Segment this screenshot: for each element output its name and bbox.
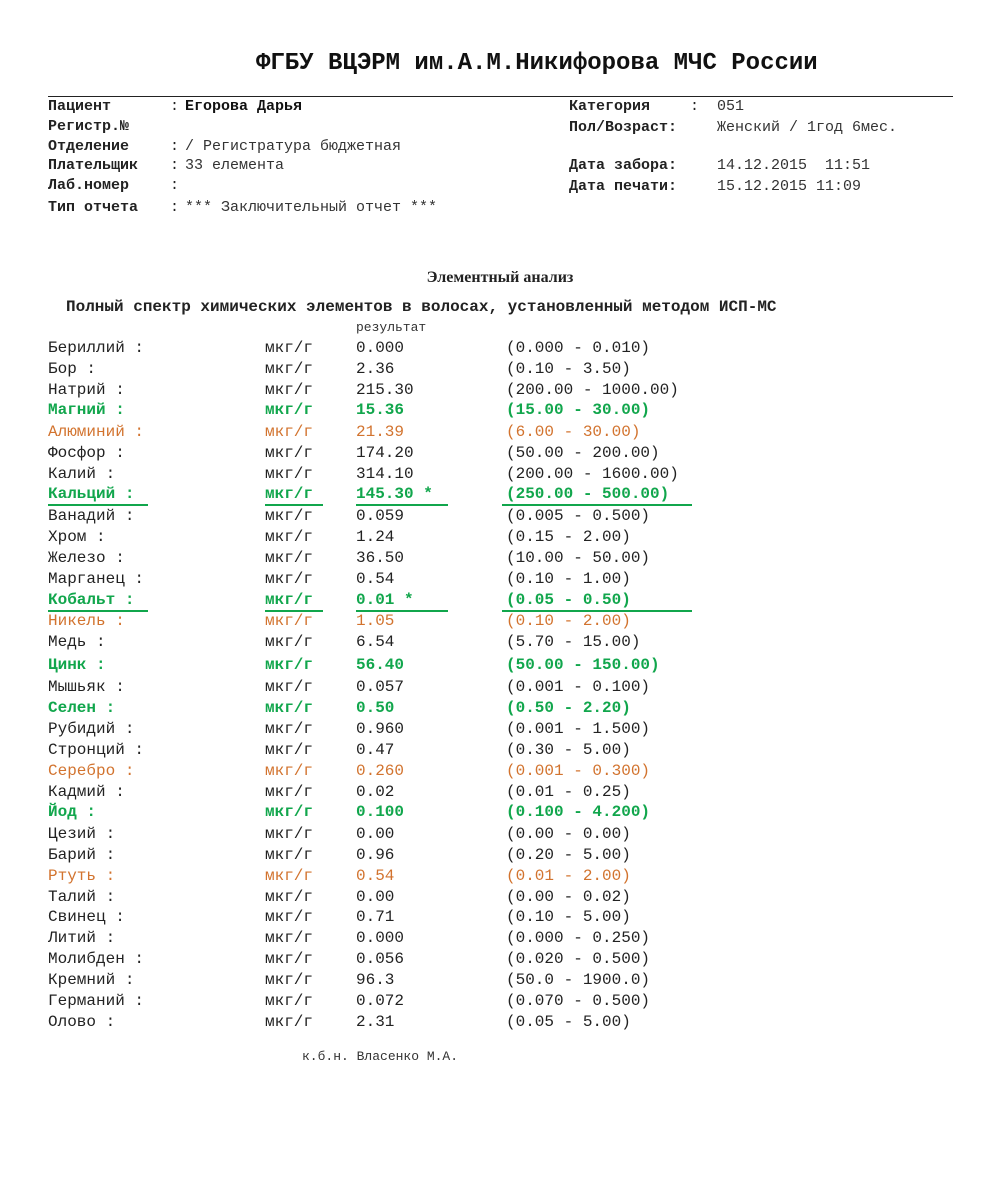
result-value: 0.02 [356, 783, 395, 801]
reference-range: (10.00 - 50.00) [506, 549, 651, 567]
reference-range: (0.001 - 0.300) [506, 762, 651, 780]
unit: мкг/г [265, 762, 314, 780]
right-value: 15.12.2015 11:09 [717, 178, 862, 195]
left-label: Пациент [48, 98, 112, 115]
table-row [0, 443, 1000, 463]
result-value: 0.100 [356, 803, 405, 821]
unit: мкг/г [265, 803, 314, 821]
reference-range: (0.10 - 3.50) [506, 360, 631, 378]
reference-range: (0.005 - 0.500) [506, 507, 651, 525]
reference-range: (5.70 - 15.00) [506, 633, 641, 651]
unit: мкг/г [265, 570, 314, 588]
table-row [0, 928, 1000, 948]
element-name: Фосфор : [48, 444, 125, 462]
reference-range: (200.00 - 1600.00) [506, 465, 679, 483]
reference-range: (0.070 - 0.500) [506, 992, 651, 1010]
method-title: Полный спектр химических элементов в волосах, установленный методом ИСП-МС [66, 298, 777, 316]
element-name: Германий : [48, 992, 145, 1010]
reference-range: (50.0 - 1900.0) [506, 971, 651, 989]
unit: мкг/г [265, 507, 314, 525]
unit: мкг/г [265, 950, 314, 968]
table-row [0, 655, 1000, 675]
element-name: Талий : [48, 888, 116, 906]
table-row [0, 338, 1000, 358]
left-colon: : [170, 98, 180, 115]
result-value: 215.30 [356, 381, 414, 399]
right-value: 14.12.2015 11:51 [717, 157, 871, 174]
element-name: Магний : [48, 401, 125, 419]
unit: мкг/г [265, 444, 314, 462]
element-name: Серебро : [48, 762, 135, 780]
right-label: Дата печати: [569, 178, 678, 195]
element-name: Бор : [48, 360, 97, 378]
result-value: 0.072 [356, 992, 405, 1010]
table-row [0, 400, 1000, 420]
table-row [0, 824, 1000, 844]
result-value: 0.059 [356, 507, 405, 525]
right-value: Женский / 1год 6мес. [717, 119, 898, 136]
unit: мкг/г [265, 783, 314, 801]
unit: мкг/г [265, 549, 314, 567]
reference-range: (0.001 - 1.500) [506, 720, 651, 738]
table-row [0, 506, 1000, 526]
result-value: 6.54 [356, 633, 395, 651]
table-row [0, 970, 1000, 990]
result-value: 0.01 * [356, 591, 414, 609]
reference-range: (0.001 - 0.100) [506, 678, 651, 696]
reference-range: (0.10 - 5.00) [506, 908, 631, 926]
unit: мкг/г [265, 720, 314, 738]
element-name: Цинк : [48, 656, 106, 674]
table-row [0, 698, 1000, 718]
reference-range: (6.00 - 30.00) [506, 423, 641, 441]
table-row [0, 845, 1000, 865]
element-name: Медь : [48, 633, 106, 651]
table-row [0, 548, 1000, 568]
reference-range: (0.50 - 2.20) [506, 699, 631, 717]
table-row [0, 677, 1000, 697]
right-label: Дата забора: [569, 157, 678, 174]
unit: мкг/г [265, 908, 314, 926]
table-row [0, 719, 1000, 739]
result-value: 0.260 [356, 762, 405, 780]
element-name: Ртуть : [48, 867, 116, 885]
element-name: Кремний : [48, 971, 135, 989]
unit: мкг/г [265, 401, 314, 419]
left-value: / Регистратура бюджетная [185, 138, 402, 155]
reference-range: (0.020 - 0.500) [506, 950, 651, 968]
element-name: Йод : [48, 803, 97, 821]
element-name: Свинец : [48, 908, 125, 926]
reference-range: (250.00 - 500.00) [506, 485, 670, 503]
element-name: Селен : [48, 699, 116, 717]
element-name: Кальций : [48, 485, 135, 503]
element-name: Молибден : [48, 950, 145, 968]
reference-range: (0.10 - 1.00) [506, 570, 631, 588]
element-name: Мышьяк : [48, 678, 125, 696]
left-colon: : [170, 177, 180, 194]
reference-range: (0.15 - 2.00) [506, 528, 631, 546]
element-name: Кобальт : [48, 591, 135, 609]
unit: мкг/г [265, 656, 314, 674]
unit: мкг/г [265, 992, 314, 1010]
result-value: 0.50 [356, 699, 395, 717]
result-value: 0.960 [356, 720, 405, 738]
table-row [0, 527, 1000, 547]
unit: мкг/г [265, 633, 314, 651]
unit: мкг/г [265, 699, 314, 717]
reference-range: (50.00 - 150.00) [506, 656, 660, 674]
right-colon: : [690, 98, 700, 115]
reference-range: (0.100 - 4.200) [506, 803, 651, 821]
result-value: 21.39 [356, 423, 405, 441]
element-name: Никель : [48, 612, 125, 630]
result-value: 1.05 [356, 612, 395, 630]
unit: мкг/г [265, 465, 314, 483]
element-name: Железо : [48, 549, 125, 567]
institution-title: ФГБУ ВЦЭРМ им.А.М.Никифорова МЧС России [256, 50, 818, 77]
header-divider [48, 96, 953, 97]
right-value: 051 [717, 98, 745, 115]
unit: мкг/г [265, 423, 314, 441]
reference-range: (0.000 - 0.010) [506, 339, 651, 357]
result-value: 0.54 [356, 867, 395, 885]
element-name: Барий : [48, 846, 116, 864]
reference-range: (0.000 - 0.250) [506, 929, 651, 947]
result-value: 0.000 [356, 929, 405, 947]
result-value: 0.00 [356, 888, 395, 906]
left-label: Лаб.номер [48, 177, 130, 194]
result-value: 1.24 [356, 528, 395, 546]
result-value: 0.54 [356, 570, 395, 588]
table-row [0, 907, 1000, 927]
table-row [0, 949, 1000, 969]
right-label: Категория [569, 98, 651, 115]
left-value: *** Заключительный отчет *** [185, 199, 438, 216]
reference-range: (200.00 - 1000.00) [506, 381, 679, 399]
reference-range: (0.20 - 5.00) [506, 846, 631, 864]
element-name: Хром : [48, 528, 106, 546]
result-value: 15.36 [356, 401, 405, 419]
unit: мкг/г [265, 971, 314, 989]
table-row [0, 569, 1000, 589]
result-value: 36.50 [356, 549, 405, 567]
right-label: Пол/Возраст: [569, 119, 678, 136]
table-row [0, 761, 1000, 781]
unit: мкг/г [265, 888, 314, 906]
unit: мкг/г [265, 846, 314, 864]
reference-range: (0.01 - 0.25) [506, 783, 631, 801]
unit: мкг/г [265, 929, 314, 947]
result-value: 56.40 [356, 656, 405, 674]
reference-range: (0.30 - 5.00) [506, 741, 631, 759]
table-row [0, 782, 1000, 802]
table-row [0, 887, 1000, 907]
element-name: Марганец : [48, 570, 145, 588]
table-row [0, 1012, 1000, 1032]
left-colon: : [170, 199, 180, 216]
section-title: Элементный анализ [426, 269, 574, 286]
table-row [0, 590, 1000, 610]
reference-range: (0.01 - 2.00) [506, 867, 631, 885]
result-value: 0.71 [356, 908, 395, 926]
result-value: 0.000 [356, 339, 405, 357]
reference-range: (0.00 - 0.00) [506, 825, 631, 843]
reference-range: (0.05 - 0.50) [506, 591, 631, 609]
result-value: 0.00 [356, 825, 395, 843]
unit: мкг/г [265, 381, 314, 399]
unit: мкг/г [265, 591, 314, 609]
result-column-header: результат [356, 320, 427, 335]
unit: мкг/г [265, 678, 314, 696]
table-row [0, 464, 1000, 484]
left-colon: : [170, 138, 180, 155]
result-value: 314.10 [356, 465, 414, 483]
table-row [0, 484, 1000, 504]
result-value: 0.056 [356, 950, 405, 968]
table-row [0, 632, 1000, 652]
element-name: Ванадий : [48, 507, 135, 525]
table-row [0, 422, 1000, 442]
result-value: 145.30 * [356, 485, 433, 503]
element-name: Цезий : [48, 825, 116, 843]
unit: мкг/г [265, 741, 314, 759]
left-label: Отделение [48, 138, 130, 155]
element-name: Стронций : [48, 741, 145, 759]
unit: мкг/г [265, 360, 314, 378]
left-label: Регистр.№ [48, 118, 130, 135]
table-row [0, 611, 1000, 631]
left-value: 33 елемента [185, 157, 285, 174]
result-value: 0.057 [356, 678, 405, 696]
unit: мкг/г [265, 1013, 314, 1031]
reference-range: (50.00 - 200.00) [506, 444, 660, 462]
unit: мкг/г [265, 339, 314, 357]
reference-range: (0.05 - 5.00) [506, 1013, 631, 1031]
result-value: 2.36 [356, 360, 395, 378]
element-name: Рубидий : [48, 720, 135, 738]
table-row [0, 380, 1000, 400]
table-row [0, 802, 1000, 822]
reference-range: (0.10 - 2.00) [506, 612, 631, 630]
result-value: 96.3 [356, 971, 395, 989]
unit: мкг/г [265, 867, 314, 885]
reference-range: (0.00 - 0.02) [506, 888, 631, 906]
element-name: Натрий : [48, 381, 125, 399]
element-name: Олово : [48, 1013, 116, 1031]
element-name: Литий : [48, 929, 116, 947]
left-value: Егорова Дарья [185, 98, 303, 115]
unit: мкг/г [265, 825, 314, 843]
element-name: Калий : [48, 465, 116, 483]
unit: мкг/г [265, 612, 314, 630]
result-value: 2.31 [356, 1013, 395, 1031]
signature: к.б.н. Власенко М.А. [302, 1049, 459, 1064]
element-name: Кадмий : [48, 783, 125, 801]
table-row [0, 740, 1000, 760]
result-value: 0.96 [356, 846, 395, 864]
result-value: 0.47 [356, 741, 395, 759]
element-name: Алюминий : [48, 423, 145, 441]
left-colon: : [170, 157, 180, 174]
table-row [0, 359, 1000, 379]
element-name: Бериллий : [48, 339, 145, 357]
left-label: Тип отчета [48, 199, 139, 216]
unit: мкг/г [265, 485, 314, 503]
unit: мкг/г [265, 528, 314, 546]
result-value: 174.20 [356, 444, 414, 462]
reference-range: (15.00 - 30.00) [506, 401, 651, 419]
table-row [0, 991, 1000, 1011]
left-label: Плательщик [48, 157, 139, 174]
table-row [0, 866, 1000, 886]
